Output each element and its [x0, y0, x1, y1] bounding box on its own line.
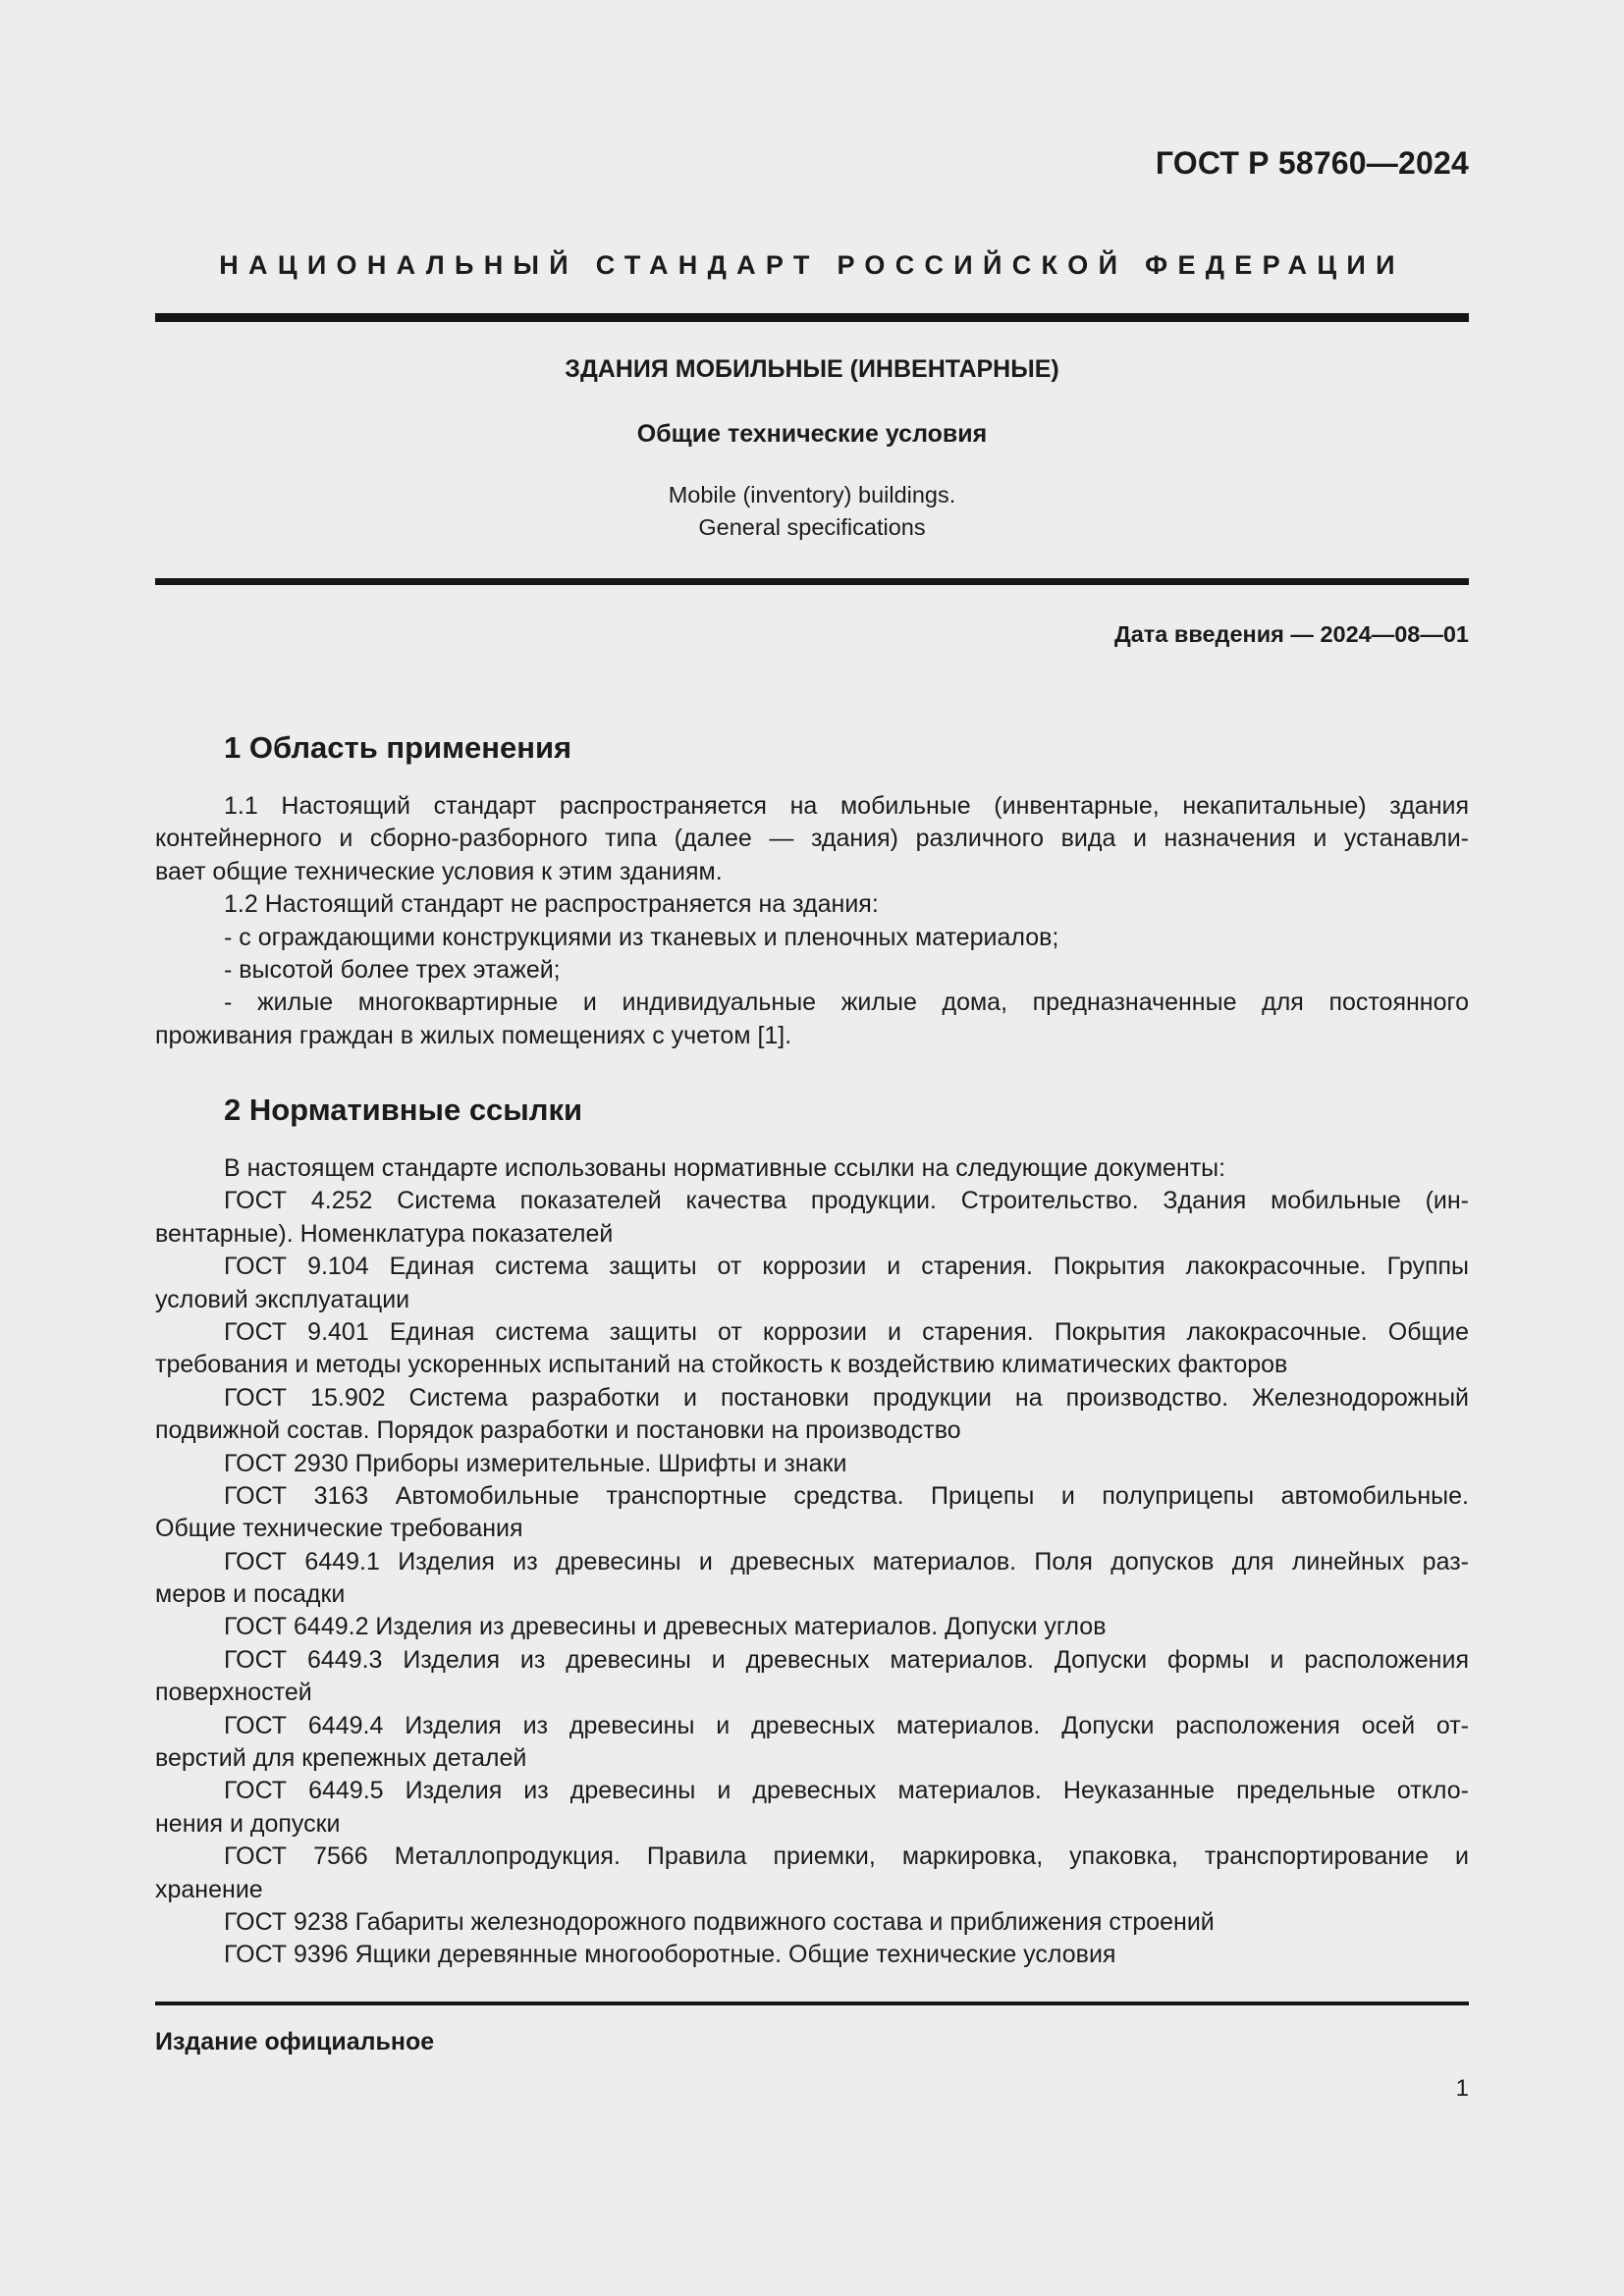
- text-line: - высотой более трех этажей;: [224, 955, 561, 984]
- document-subtitle: Общие технические условия: [636, 420, 988, 448]
- text-line: поверхностей: [155, 1679, 312, 1707]
- text-line: ГОСТ 4.252 Система показателей качества продукции. Строительство. Здания мобильные (ин-: [224, 1187, 1469, 1215]
- document-code: ГОСТ Р 58760—2024: [1155, 145, 1469, 181]
- page-number: 1: [1455, 2075, 1469, 2102]
- section-2-heading: 2 Нормативные ссылки: [224, 1093, 583, 1127]
- text-line: Общие технические требования: [155, 1515, 523, 1543]
- text-line: - жилые многоквартирные и индивидуальные жилые дома, предназначенные для постоянного: [224, 988, 1469, 1017]
- text-line: требования и методы ускоренных испытаний на стойкость к воздействию климатических факторов: [155, 1351, 1288, 1379]
- text-line: ГОСТ 6449.1 Изделия из древесины и древесных материалов. Поля допусков для линейных раз-: [224, 1547, 1469, 1575]
- text-line: ГОСТ 6449.2 Изделия из древесины и древесных материалов. Допуски углов: [224, 1613, 1107, 1641]
- section-1-heading: 1 Область применения: [224, 730, 572, 765]
- english-title-line-2: General specifications: [698, 514, 926, 540]
- introduction-date: Дата введения — 2024—08—01: [1113, 621, 1469, 647]
- english-title: [155, 479, 1469, 544]
- national-standard-heading: НАЦИОНАЛЬНЫЙ СТАНДАРТ РОССИЙСКОЙ ФЕДЕРАЦИИ: [219, 250, 1405, 280]
- text-line: условий эксплуатации: [155, 1285, 410, 1313]
- text-line: ГОСТ 7566 Металлопродукция. Правила приемки, маркировка, упаковка, транспортирование и: [224, 1842, 1469, 1871]
- text-line: проживания граждан в жилых помещениях с учетом [1].: [155, 1021, 792, 1049]
- text-line: хранение: [155, 1875, 263, 1903]
- text-line: ГОСТ 9.104 Единая система защиты от коррозии и старения. Покрытия лакокрасочные. Группы: [224, 1253, 1469, 1281]
- title-divider: [155, 578, 1469, 585]
- text-line: ГОСТ 3163 Автомобильные транспортные средства. Прицепы и полуприцепы автомобильные.: [224, 1481, 1469, 1510]
- footer-divider: [155, 2002, 1469, 2005]
- text-line: ГОСТ 2930 Приборы измерительные. Шрифты и знаки: [224, 1449, 847, 1477]
- text-line: меров и посадки: [155, 1580, 346, 1609]
- text-line: - с ограждающими конструкциями из тканевых и пленочных материалов;: [224, 923, 1059, 951]
- text-line: нения и допуски: [155, 1809, 341, 1838]
- text-line: ГОСТ 6449.3 Изделия из древесины и древесных материалов. Допуски формы и расположения: [224, 1645, 1469, 1674]
- edition-label: Издание официальное: [155, 2028, 435, 2056]
- text-line: вентарные). Номенклатура показателей: [155, 1219, 614, 1248]
- text-line: 1.1 Настоящий стандарт распространяется на мобильные (инвентарные, некапитальные) здания: [224, 792, 1469, 820]
- text-line: ГОСТ 9.401 Единая система защиты от коррозии и старения. Покрытия лакокрасочные. Общие: [224, 1317, 1469, 1346]
- section-2-body: [155, 1152, 1469, 1972]
- section-1-body: [155, 790, 1469, 1052]
- text-line: ГОСТ 9396 Ящики деревянные многооборотные. Общие технические условия: [224, 1941, 1116, 1969]
- english-title-line-1: Mobile (inventory) buildings.: [668, 482, 956, 507]
- text-line: 1.2 Настоящий стандарт не распространяется на здания:: [224, 890, 879, 919]
- text-line: ГОСТ 6449.5 Изделия из древесины и древесных материалов. Неуказанные предельные откло-: [224, 1777, 1469, 1805]
- document-title: ЗДАНИЯ МОБИЛЬНЫЕ (ИНВЕНТАРНЫЕ): [565, 355, 1059, 383]
- text-line: ГОСТ 6449.4 Изделия из древесины и древесных материалов. Допуски расположения осей от-: [224, 1711, 1469, 1739]
- text-line: ГОСТ 9238 Габариты железнодорожного подвижного состава и приближения строений: [224, 1907, 1215, 1936]
- text-line: ГОСТ 15.902 Система разработки и постановки продукции на производство. Железнодорожный: [224, 1383, 1469, 1412]
- text-line: подвижной состав. Порядок разработки и постановки на производство: [155, 1416, 961, 1445]
- text-line: верстий для крепежных деталей: [155, 1744, 527, 1773]
- top-divider: [155, 313, 1469, 322]
- text-line: В настоящем стандарте использованы нормативные ссылки на следующие документы:: [224, 1154, 1226, 1182]
- text-line: контейнерного и сборно-разборного типа (далее — здания) различного вида и назначения и устанавли-: [155, 825, 1469, 853]
- text-line: вает общие технические условия к этим зданиям.: [155, 857, 723, 885]
